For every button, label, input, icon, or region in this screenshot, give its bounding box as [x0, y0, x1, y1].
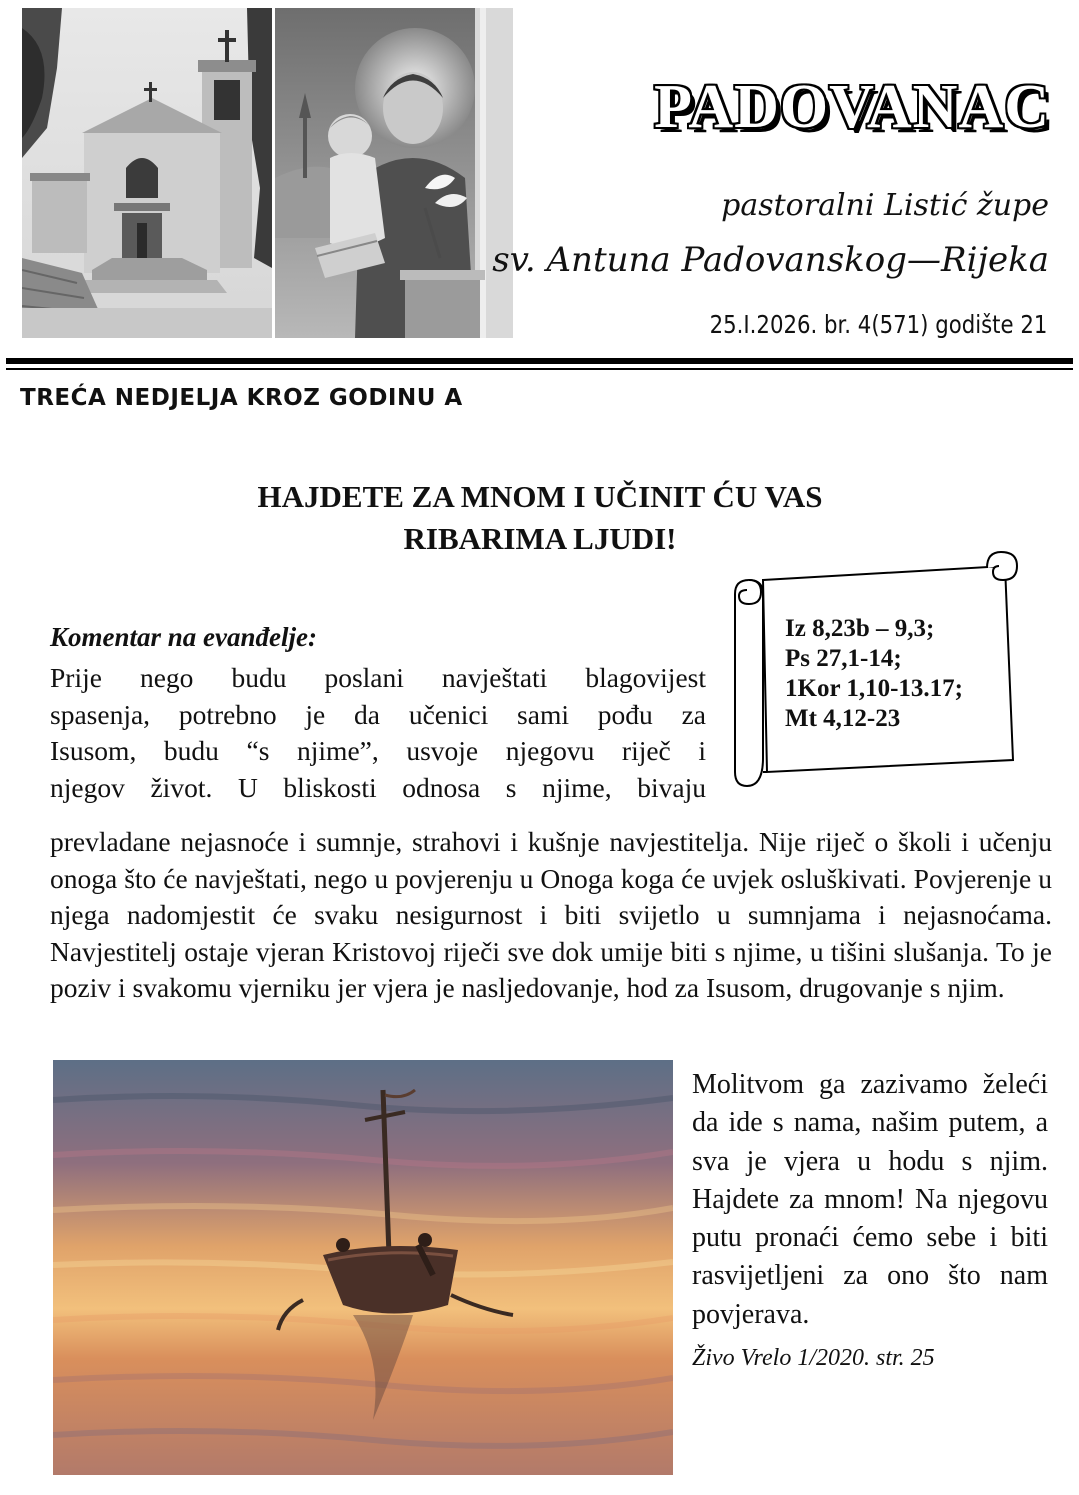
reading-item: Iz 8,23b – 9,3; — [785, 615, 935, 642]
masthead-title: PADOVANAC — [654, 73, 1050, 141]
church-photo — [22, 8, 272, 338]
headline-line-2: RIBARIMA LJUDI! — [403, 521, 677, 556]
saint-anthony-image — [275, 8, 513, 338]
comment-line: njegov život. U bliskosti odnosa s njime, bivaju — [50, 771, 706, 803]
comment-heading: Komentar na evanđelje: — [50, 622, 317, 652]
comment-line: Isusom, budu “s njime”, usvoje njegovu riječ i — [50, 735, 706, 766]
header-divider — [6, 358, 1073, 364]
boat-painting — [53, 1060, 673, 1475]
headline-line-1: HAJDETE ZA MNOM I UČINIT ĆU VAS — [257, 479, 823, 514]
liturgical-sunday-label: TREĆA NEDJELJA KROZ GODINU A — [20, 385, 463, 411]
reading-item: Ps 27,1-14; — [785, 645, 902, 672]
comment-continuation: prevladane nejasnoće i sumnje, strahovi i kušnje navjestitelja. Nije riječ o školi i učenju onoga što će navještati, nego u povjerenju u Onoga koga će uvjek osluškivati. Povjerenje u njega nadomjestit će svaku nesigurnost i biti svijetlo u sumnjama i nejasnoćama. Navjestitelj ostaje vjeran Kristovoj riječi sve dok umije biti s njime, u tišini slušanja. To je poziv i svakomu vjerniku jer vjera je nasljedovanje, hod za Isusom, drugovanje s njim. — [50, 826, 1052, 1003]
comment-lead-paragraph — [50, 660, 706, 806]
reading-item: Mt 4,12-23 — [785, 705, 901, 732]
comment-line: Prije nego budu poslani navještati blagovijest — [50, 662, 706, 693]
issue-date-line: 25.I.2026. br. 4(571) godište 21 — [709, 310, 1047, 339]
comment-line: spasenja, potrebno je da učenici sami pođu za — [50, 698, 706, 730]
header-divider-thin — [6, 368, 1073, 370]
subtitle-parish-leaflet: pastoralni Listić župe — [721, 188, 1049, 223]
source-citation: Živo Vrelo 1/2020. str. 25 — [692, 1345, 935, 1371]
prayer-paragraph: Molitvom ga zazivamo želeći da ide s nama, našim putem, a sva je vjera u hodu s njim. Hajdete za mnom! Na njegovu putu pronaći ćemo sebe i biti rasvijetljeni za ono što nam povjerava. — [692, 1069, 1048, 1330]
reading-item: 1Kor 1,10-13.17; — [785, 675, 963, 702]
readings-list — [785, 614, 963, 734]
subtitle-parish-name: sv. Antuna Padovanskog—Rijeka — [492, 240, 1049, 280]
